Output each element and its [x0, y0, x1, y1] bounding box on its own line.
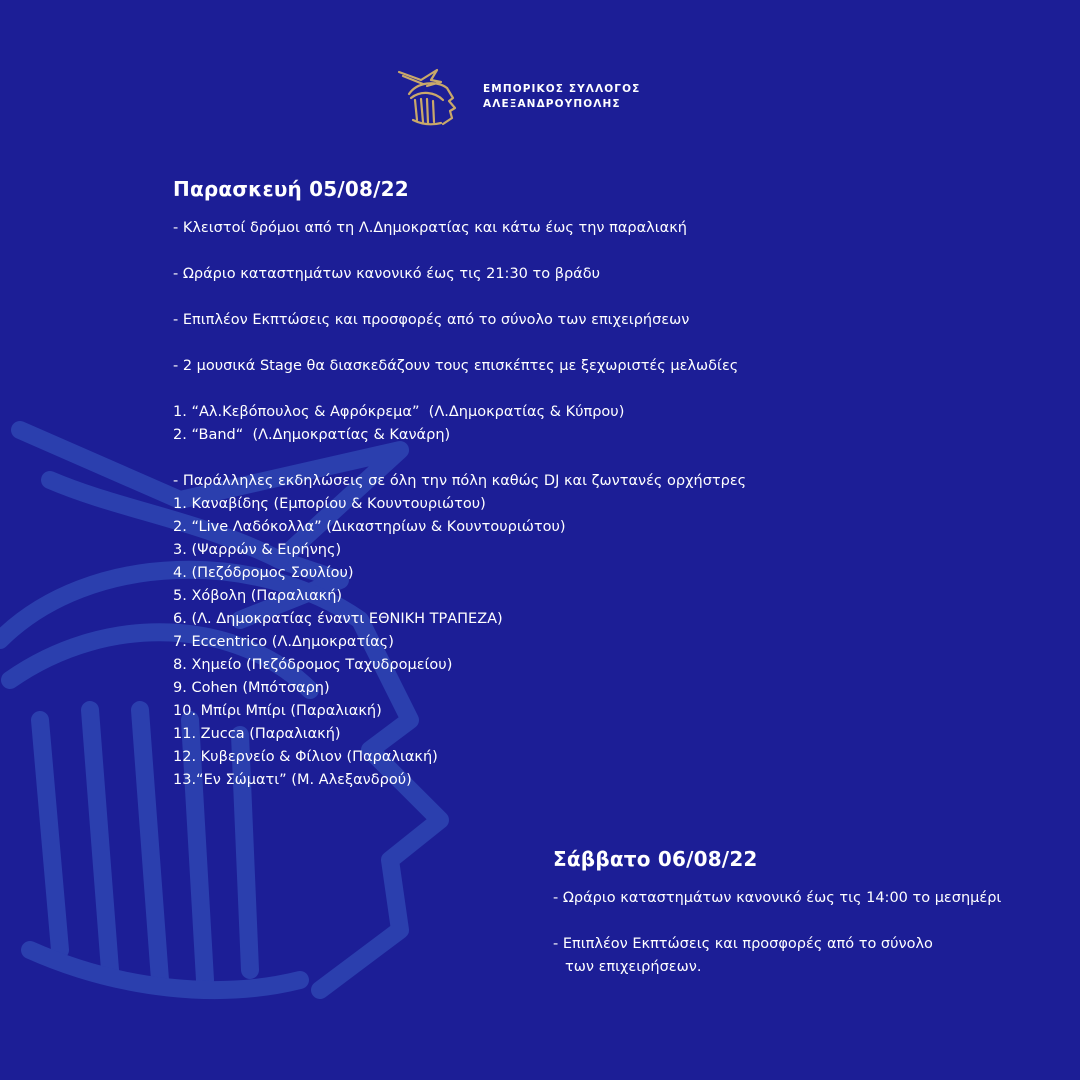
friday-bullet	[173, 217, 1033, 240]
friday-bullet	[173, 355, 1033, 378]
friday-bullet-4: - 2 μουσικά Stage θα διασκεδάζουν τους επισκέπτες με ξεχωριστές μελωδίες	[173, 358, 739, 374]
event-item: 10. Μπίρι Μπίρι (Παραλιακή)	[173, 703, 382, 719]
events-list	[173, 470, 1033, 792]
saturday-bullet-1: - Ωράριο καταστημάτων κανονικό έως τις 14:00 το μεσημέρι	[553, 890, 1002, 906]
saturday-section	[553, 845, 1053, 979]
event-item: 11. Zucca (Παραλιακή)	[173, 726, 341, 742]
event-item: 5. Χόβολη (Παραλιακή)	[173, 588, 343, 604]
friday-bullet-1: - Κλειστοί δρόμοι από τη Λ.Δημοκρατίας και κάτω έως την παραλιακή	[173, 220, 687, 236]
event-item: 7. Eccentrico (Λ.Δημοκρατίας)	[173, 634, 394, 650]
friday-bullet	[173, 263, 1033, 286]
stage-item: 2. “Band“ (Λ.Δημοκρατίας & Κανάρη)	[173, 427, 451, 443]
saturday-bullet-2-line-2: των επιχειρήσεων.	[565, 959, 702, 975]
events-intro: - Παράλληλες εκδηλώσεις σε όλη την πόλη καθώς DJ και ζωντανές ορχήστρες	[173, 473, 747, 489]
saturday-bullet-2-line-1: - Επιπλέον Εκπτώσεις και προσφορές από το σύνολο	[553, 936, 933, 952]
friday-bullet-3: - Επιπλέον Εκπτώσεις και προσφορές από το σύνολο των επιχειρήσεων	[173, 312, 690, 328]
friday-bullet-2: - Ωράριο καταστημάτων κανονικό έως τις 21:30 το βράδυ	[173, 266, 600, 282]
friday-heading: Παρασκευή 05/08/22	[173, 177, 409, 201]
event-item: 4. (Πεζόδρομος Σουλίου)	[173, 565, 354, 581]
logo	[397, 66, 640, 128]
stage-item: 1. “Αλ.Κεβόπουλος & Αφρόκρεμα” (Λ.Δημοκρατίας & Κύπρου)	[173, 404, 625, 420]
logo-line-1: ΕΜΠΟΡΙΚΟΣ ΣΥΛΛΟΓΟΣ	[483, 83, 641, 95]
event-item: 3. (Ψαρρών & Ειρήνης)	[173, 542, 342, 558]
event-item: 13.“Εν Σώματι” (Μ. Αλεξανδρού)	[173, 772, 412, 788]
event-item: 1. Καναβίδης (Εμπορίου & Κουντουριώτου)	[173, 496, 486, 512]
event-item: 6. (Λ. Δημοκρατίας έναντι ΕΘΝΙΚΗ ΤΡΑΠΕΖΑ)	[173, 611, 503, 627]
friday-bullet	[173, 309, 1033, 332]
hermes-helmet-icon	[397, 66, 479, 128]
saturday-heading: Σάββατο 06/08/22	[553, 847, 758, 871]
logo-text	[483, 82, 640, 112]
saturday-bullet	[553, 933, 1053, 979]
saturday-bullet	[553, 887, 1053, 910]
event-item: 2. “Live Λαδόκολλα” (Δικαστηρίων & Κουντουριώτου)	[173, 519, 566, 535]
event-item: 9. Cohen (Μπότσαρη)	[173, 680, 330, 696]
friday-section	[173, 175, 1033, 792]
event-item: 8. Χημείο (Πεζόδρομος Ταχυδρομείου)	[173, 657, 453, 673]
logo-line-2: ΑΛΕΞΑΝΔΡΟΥΠΟΛΗΣ	[483, 98, 621, 110]
stages-list	[173, 401, 1033, 447]
event-item: 12. Κυβερνείο & Φίλιον (Παραλιακή)	[173, 749, 438, 765]
